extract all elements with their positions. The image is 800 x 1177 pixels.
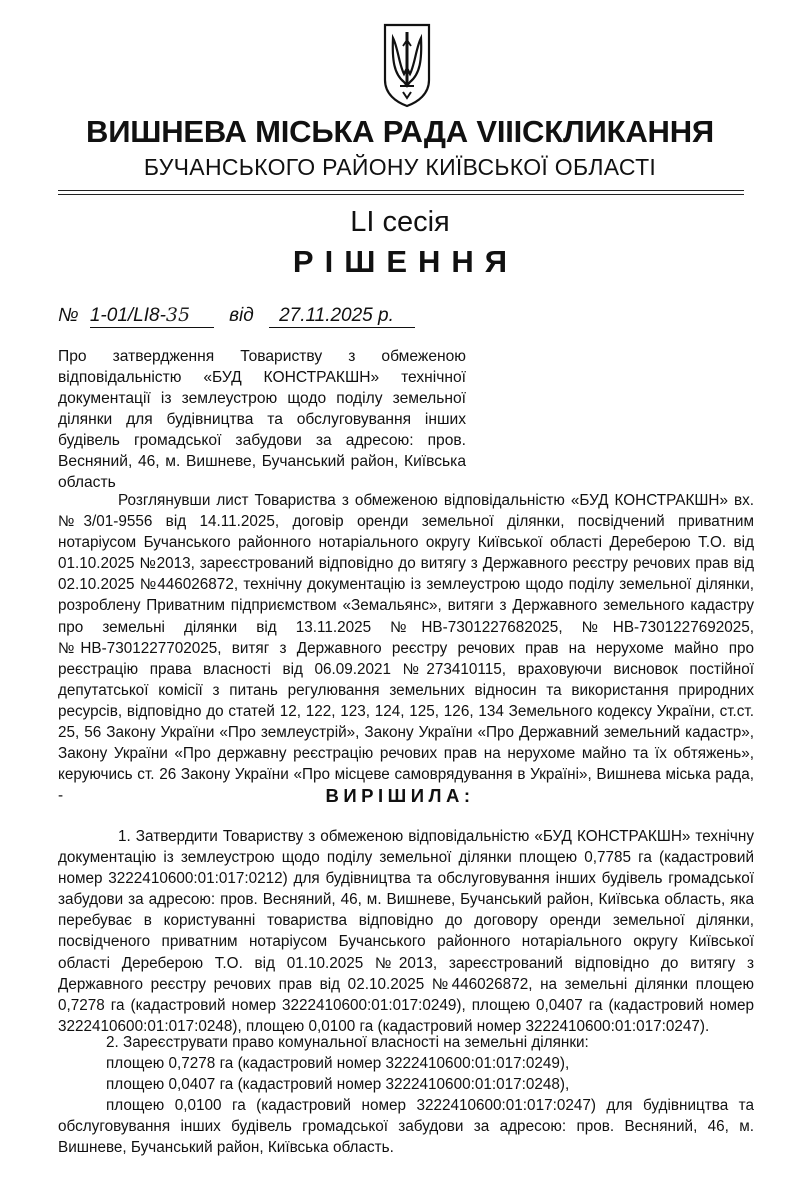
item-2-paragraph	[58, 1032, 754, 1159]
council-title: ВИШНЕВА МІСЬКА РАДА VIIІСКЛИКАННЯ	[86, 114, 714, 149]
item-2-plot-2: площею 0,0407 га (кадастровий номер 3222410600:01:017:0248),	[106, 1076, 570, 1094]
coat-of-arms-icon	[382, 22, 432, 108]
decision-subject: Про затвердження Товариству з обмеженою відповідальністю «БУД КОНСТРАКШН» технічної документації із землеустрою щодо поділу земельної ділянки для будівництва та обслуговування інших будівель громадської забудови за адресою: пров. Весняний, 46, м. Вишневе, Бучанський район, Київська область	[58, 348, 466, 491]
decision-number-handwritten: 35	[165, 304, 191, 326]
preamble-paragraph: Розглянувши лист Товариства з обмеженою відповідальністю «БУД КОНСТРАКШН» вх.№3/01-9556 від 14.11.2025, договір оренди земельної ділянки, посвідчений приватним нотаріусом Бучанського районного нотаріального округу Київської області Дереберою Т.О. від 01.10.2025 №2013, зареєстрований відповідно до витягу з Державного реєстру речових прав від 02.10.2025 №446026872, технічну документацію із землеустрою щодо поділу земельної ділянки, розроблену Приватним підприємством «Земальянс», витяги з Державного земельного кадастру про земельні ділянки від 13.11.2025 №НВ-7301227682025, №НВ-7301227692025, №НВ-7301227702025, витяг з Державного реєстру речових прав на нерухоме майно про реєстрацію права власності від 06.09.2021 №273410115, враховуючи висновок постійної депутатської комісії з питань регулювання земельних відносин та використання природних ресурсів, відповідно до статей 12, 122, 123, 124, 125, 126, 134 Земельного кодексу України, ст.ст. 25, 56 Закону України «Про землеустрій», Закону України «Про Державний земельний кадастр», Закону України «Про державну реєстрацію речових прав на нерухоме майно та їх обтяжень», керуючись ст. 26 Закону України «Про місцеве самоврядування в Україні», Вишнева міська рада, -	[58, 492, 754, 805]
resolved-heading: ВИРІШИЛА:	[325, 785, 475, 806]
item-2-plot-3: площею 0,0100 га (кадастровий номер 3222410600:01:017:0247) для будівництва та обслуговування інших будівель громадської забудови за адресою: пров. Весняний, 46, м. Вишневе, Бучанський район, Київська область.	[58, 1097, 754, 1157]
number-label: №	[58, 305, 79, 326]
decision-number	[90, 304, 214, 328]
item-2-intro: 2. Зареєструвати право комунальної власності на земельні ділянки:	[106, 1034, 589, 1051]
decision-date: 27.11.2025 р.	[269, 305, 415, 328]
district-title: БУЧАНСЬКОГО РАЙОНУ КИЇВСЬКОЇ ОБЛАСТІ	[143, 154, 657, 180]
header-divider	[58, 190, 744, 191]
header-divider-thin	[58, 194, 744, 195]
item-2-plot-1: площею 0,7278 га (кадастровий номер 3222410600:01:017:0249),	[106, 1055, 570, 1073]
decision-number-printed: 1-01/LI8-	[89, 305, 166, 326]
session-label: LI сесія	[350, 206, 450, 238]
date-label: від	[229, 305, 254, 326]
item-1-paragraph: 1. Затвердити Товариству з обмеженою відповідальністю «БУД КОНСТРАКШН» технічну документацію із землеустрою щодо поділу земельної ділянки площею 0,7785 га (кадастровий номер 3222410600:01:017:0212) для будівництва та обслуговування інших будівель громадської забудови за адресою: пров. Весняний, 46, м. Вишневе, Бучанський район, Київська область, яка перебуває в користуванні товариства відповідно до договору оренди земельної ділянки, посвідченого приватним нотаріусом Бучанського районного нотаріального округу Київської області Дереберою Т.О. від 01.10.2025 №2013, зареєстрований відповідно до витягу з Державного реєстру речових прав від 02.10.2025 №446026872, на земельні ділянки площею 0,7278 га (кадастровий номер 3222410600:01:017:0249), площею 0,0407 га (кадастровий номер 3222410600:01:017:0248), площею 0,0100 га (кадастровий номер 3222410600:01:017:0247).	[58, 828, 754, 1035]
document-type: РІШЕННЯ	[292, 244, 519, 279]
decision-number-line	[58, 304, 415, 328]
